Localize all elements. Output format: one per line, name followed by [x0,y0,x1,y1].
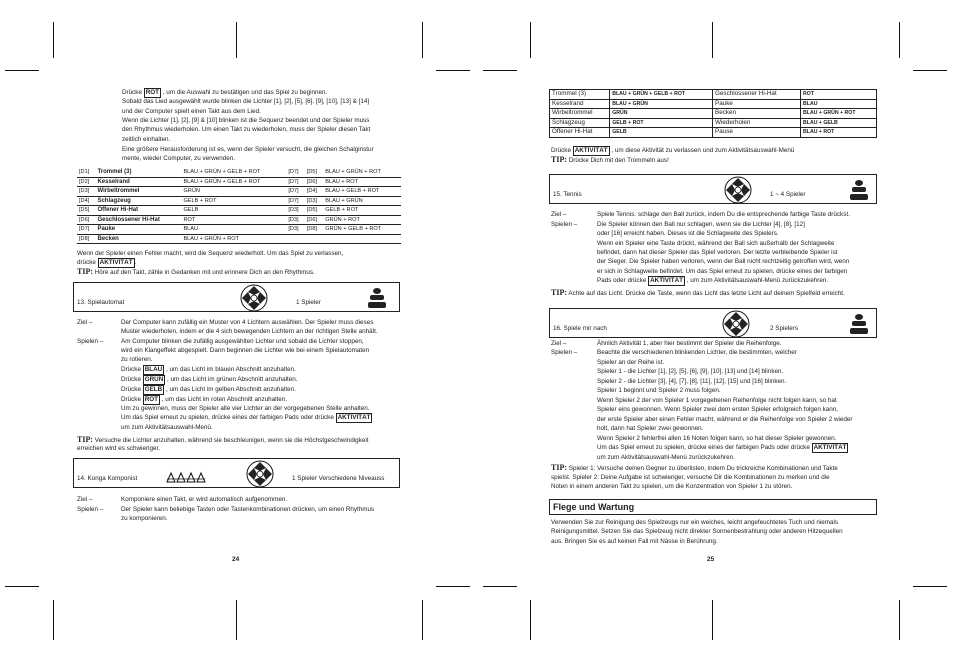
crop-mark [436,586,470,587]
game-text: zu komponieren. [121,515,168,522]
tip-label: TIP: [551,155,567,164]
crop-mark [5,586,39,587]
drum-name: Pauke [713,99,801,109]
game-text: Wenn Spieler 2 fehlerfrei allen 16 Noten folgen kann, so hat dieser Spieler gewonnen. [597,435,837,442]
spielen-label: Spielen – [77,506,104,513]
game-text: Beachte die verschiedenen blinkenden Lichter, die bestimmten, welcher [597,349,797,356]
color-combination: GRÜN + ROT [323,215,401,225]
drum-code: [D1] [77,168,95,177]
game-text: Komponiere einen Takt, er wird automatisch aufgenommen. [121,496,288,503]
game-text: der Sieger. Die Spieler haben verloren, wenn der Ball nicht rechtzeitig getroffen wird, wenn [597,258,850,265]
table-row [77,196,401,206]
code [305,234,323,244]
drum-name: Trommel (3) [95,168,181,177]
drum-name: Pause [713,128,801,138]
care-text: Reinigungsmittel. Setzen Sie das Spielzeug nicht direkter Sonnenbestrahlung oder anderen Hitzequellen [551,528,843,535]
game-text: der erste Spieler aber einen Fehler macht, während er die Reihenfolge von Spieler 2 wieder [597,416,853,423]
key-aktivitaet: AKTIVITÄT [813,444,847,451]
after-table-line: Drücke AKTIVITÄT , um diese Aktivität zu verlassen und zum Aktivitätsauswahl-Menü [551,147,795,154]
drum-name: Schlagzeug [95,196,181,206]
table-row [550,109,877,119]
game-text: Um das Spiel erneut zu spielen, drücke eines der farbigen Pads oder drücke AKTIVITÄT [121,414,371,421]
tip-line: TIP: Höre auf den Takt, zähle in Gedanken mit und erinnere Dich an den Rhythmus. [77,267,315,276]
after-table-line-2: drücke AKTIVITÄT . [77,259,137,266]
game-text: um zum Aktivitätsauswahl-Menü. [121,424,213,431]
crop-mark [913,586,947,587]
drum-code: [D2] [77,177,95,187]
game-text: Spiele Tennis: schlage den Ball zurück, indem Du die entsprechende farbige Taste drückst. [597,211,850,218]
game-16-header [549,308,877,338]
drum-code: [D8] [77,234,95,244]
crop-mark [422,600,423,640]
table-row [550,99,877,109]
key-instruction: Drücke ROT , um das Licht im roten Abschnitt anzuhalten. [121,396,288,403]
players-count: 1 ~ 4 Spieler [770,191,806,199]
game-text: Wenn Spieler 2 der von Spieler 1 vorgegebenen Reihenfolge nicht folgen kann, so hat [597,397,837,404]
drum-name: Wiederholen [713,118,801,128]
game-title: 14. Konga Komponist [77,475,138,483]
care-heading: Flege und Wartung [549,499,877,515]
code: [D7] [286,187,304,197]
care-text: Verwenden Sie zur Reinigung des Spielzeugs nur ein weiches, leicht angefeuchtetes Tuch und niemals [551,519,839,526]
players-count: 1 Spieler [296,299,321,307]
color-combination: BLAU [181,225,286,235]
code: [D3] [286,215,304,225]
key-blau: BLAU [144,366,163,373]
game-text: Spieler an der Reihe ist. [597,359,665,366]
color-combination: GRÜN [610,109,713,119]
tip-text: Noten in einem anderen Takt zu spielen, um die Konzentration von Spieler 1 zu stören. [551,483,793,490]
table-row [77,206,401,216]
drum-name: Becken [95,234,181,244]
level-drums-icon [166,471,206,483]
tip-text: erreichen wird es schwieriger. [77,445,160,452]
drum-code: [D4] [77,196,95,206]
color-combination: BLAU + ROT [323,177,401,187]
color-pad-icon [722,310,750,338]
key-rot: ROT [145,89,159,96]
key-aktivitaet: AKTIVITÄT [99,259,133,266]
intro-line-1: Drücke ROT , um die Auswahl zu bestätigen und das Spiel zu beginnen. [122,89,328,96]
crop-mark [483,70,517,71]
color-combination: BLAU [801,99,877,109]
intro-line: zeitlich einhalten. [122,136,171,143]
game-text: Spieler 1 beginnt und Spieler 2 muss folgen. [597,387,721,394]
color-pad-icon [724,176,752,204]
tip-label: TIP: [77,267,93,276]
game-text: oder [16] erreicht haben. Dieses ist die Schlagweite des Spielers. [597,230,779,237]
code: [D3] [305,196,323,206]
color-combination: GRÜN + GELB + ROT [323,225,401,235]
table-row [550,118,877,128]
code: [D5] [305,168,323,177]
key-gruen: GRÜN [144,376,164,383]
game-text: befindet, dann hat dieser Spieler das Spiel verloren. Der letzte verbleibende Spieler ist [597,249,838,256]
tip-line: TIP: Drücke Dich mit den Trommeln aus! [551,155,669,164]
color-combination: GELB + ROT [181,196,286,206]
ziel-label: Ziel – [551,211,567,218]
drum-name: Pauke [95,225,181,235]
drum-name: Wirbeltrommel [95,187,181,197]
players-count: 2 Spielers [770,325,799,333]
game-text: Der Spieler kann beliebige Tasten oder Tastenkombinationen drücken, um einen Rhythmus [121,506,375,513]
crop-mark [436,70,470,71]
spielen-label: Spielen – [551,221,578,228]
color-combination: GRÜN [181,187,286,197]
game-text: Um zu gewinnen, muss der Spieler alle vier Lichter an der vorgegebenen Stelle anhalten. [121,405,370,412]
game-text: Wenn ein Spieler eine Taste drückt, während der Ball sich außerhalb der Schlagweite [597,240,835,247]
drum-name: Becken [713,109,801,119]
crop-mark [913,70,947,71]
players-count: 1 Spieler Verschiedene Niveauss [292,475,385,483]
drum-code: [D5] [77,206,95,216]
color-pad-icon [246,460,274,488]
crop-mark [5,70,39,71]
code: [D3] [286,206,304,216]
key-instruction: Drücke BLAU , um das Licht im blauen Abschnitt anzuhalten. [121,366,296,373]
crop-mark [530,600,531,640]
game-text: Ähnlich Aktivität 1, aber hier bestimmt der Spieler die Reihenfolge. [597,340,782,347]
drum-code: [D7] [77,225,95,235]
game-text: Spieler eins gewonnen. Wenn Spieler zwei dem ersten Spieler erfolgreich folgen kann, [597,406,839,413]
table-row [77,177,401,187]
color-combination: BLAU + GELB [801,118,877,128]
game-text: Der Computer kann zufällig ein Muster von 4 Lichtern auswählen. Der Spieler muss dieses [121,319,374,326]
code: [D6] [305,215,323,225]
code: [D8] [305,225,323,235]
drum-name: Trommel (3) [550,90,610,100]
game-title: 16. Spiele mir nach [553,325,607,333]
crop-mark [483,586,517,587]
color-combination: GELB + ROT [610,118,713,128]
color-combination: ROT [181,215,286,225]
intro-line: Eine größere Herausforderung ist es, wenn der Spieler versucht, die gleichen Schalginstur [122,146,374,153]
drum-combination-table [549,89,877,138]
intro-line: mente, wieder Computer, zu verwenden. [122,155,236,162]
intro-line: den Rhythmus wiederholen. Um einen Takt zu wiederholen, muss der Spieler diesen Takt [122,126,371,133]
color-combination: BLAU + ROT [801,128,877,138]
code: [D5] [305,206,323,216]
key-instruction: Drücke GELB , um das Licht im gelben Abschnitt anzuhalten. [121,386,296,393]
tip-label: TIP: [551,288,567,297]
key-aktivitaet: AKTIVITÄT [574,147,608,154]
drum-name: Kesselrand [95,177,181,187]
player-figure-icon [367,286,387,310]
table-row [77,215,401,225]
game-15-header [549,174,877,204]
color-combination [323,234,401,244]
drum-name: Kesselrand [550,99,610,109]
game-text: Spieler 2 - die Lichter [3], [4], [7], [8], [11], [12], [15] und [16] blinken. [597,378,787,385]
crop-mark [422,22,423,58]
player-figure-icon [849,178,869,202]
game-title: 15. Tennis [553,191,582,199]
tip-label: TIP: [77,435,93,444]
crop-mark [53,22,54,58]
drum-name: Offener Hi-Hat [550,128,610,138]
code: [D7] [286,168,304,177]
care-text: aus. Bringen Sie es auf keinen Fall mit Nässe in Berührung. [551,538,718,545]
crop-mark [530,22,531,58]
player-figure-icon [849,312,869,336]
game-13-header [73,282,400,312]
table-row [77,225,401,235]
intro-line: Wenn die Lichter [1], [2], [9] & [10] blinken ist die Sequenz beendet und der Spieler muss [122,117,370,124]
code: [D4] [305,187,323,197]
code: [D6] [305,177,323,187]
drum-name: Wirbeltrommel [550,109,610,119]
code: [D7] [286,196,304,206]
code [286,234,304,244]
color-combination: BLAU + GRÜN [610,99,713,109]
game-text: um zum Aktivitätsauswahl-Menü zurückzukehren. [597,454,735,461]
drum-name: Geschlossener Hi-Hat [713,90,801,100]
color-pad-icon [240,284,268,312]
key-rot: ROT [144,396,158,403]
key-gelb: GELB [144,386,163,393]
spielen-label: Spielen – [551,349,578,356]
ziel-label: Ziel – [551,340,567,347]
game-14-header [73,458,400,488]
key-aktivitaet: AKTIVITÄT [650,277,683,284]
crop-mark [899,600,900,640]
drum-combination-table [77,168,401,244]
drum-name: Geschlossener Hi-Hat [95,215,181,225]
ziel-label: Ziel – [77,319,93,326]
game-text: Muster wiederholen, indem er die 4 sich bewegenden Lichtern an der richtigen Stelle anhält. [121,328,378,335]
color-combination: BLAU + GRÜN + ROT [181,234,286,244]
table-row [77,168,401,177]
tip-line: TIP: Versuche die Lichter anzuhalten, während sie beschleunigen, wenn sie die Höchstgeschwindigkeit [77,435,369,444]
intro-line: und der Computer spielt einen Takt aus dem Lied. [122,108,261,115]
drum-code: [D3] [77,187,95,197]
crop-mark [53,600,54,640]
after-table-line: Wenn der Spieler einen Fehler macht, wird die Sequenz wiederholt. Um das Spiel zu verlassen, [77,250,344,257]
color-combination: BLAU + GRÜN + GELB + ROT [181,168,286,177]
game-title: 13. Spielautomat [77,299,125,307]
code: [D3] [286,225,304,235]
drum-code: [D6] [77,215,95,225]
table-row [77,187,401,197]
color-combination: BLAU + GRÜN [323,196,401,206]
left-page [77,0,401,661]
game-text: Um das Spiel erneut zu spielen, drücke eines der farbigen Pads oder drücke AKTIVITÄT [597,444,847,451]
page-number: 24 [232,556,240,563]
table-row [550,128,877,138]
game-text: wird ein Klangeffekt abgespielt. Dann beginnen die Lichter wie bei einem Spielautomaten [121,347,370,354]
crop-mark [899,22,900,58]
intro-line: Sobald das Lied ausgewählt wurde blinken die Lichter [1], [2], [5], [6], [9], [10], [13] & [14] [122,98,370,105]
game-text: Am Computer blinken die zufällig ausgewählten Lichter und sobald die Lichter stoppen, [121,338,364,345]
game-text: zu rotieren. [121,356,153,363]
tip-label: TIP: [551,463,567,472]
color-combination: ROT [801,90,877,100]
code: [D7] [286,177,304,187]
ziel-label: Ziel – [77,496,93,503]
game-text: holt, dann hat Spieler zwei gewonnen. [597,425,704,432]
game-text: Spieler 1 - die Lichter [1], [2], [5], [6], [9], [10], [13] und [14] blinken. [597,368,784,375]
color-combination: BLAU + GRÜN + GELB + ROT [181,177,286,187]
color-combination: GELB + ROT [323,206,401,216]
key-aktivitaet: AKTIVITÄT [337,414,371,421]
table-row [77,234,401,244]
color-combination: GELB [181,206,286,216]
game-text: er sich in Schlagweite befindet. Um das Spiel erneut zu spielen, drücke eines der farbigen [597,268,848,275]
color-combination: BLAU + GELB + ROT [323,187,401,197]
page-number: 25 [707,556,715,563]
drum-name: Offener Hi-Hat [95,206,181,216]
color-combination: GELB [610,128,713,138]
table-row [550,90,877,100]
game-text: Pads oder drücke AKTIVITÄT , um zum Aktivitätsauswahl-Menü zurückzukehren. [597,277,829,284]
drum-name: Schlagzeug [550,118,610,128]
color-combination: BLAU + GRÜN + ROT [323,168,401,177]
tip-text: spielst. Spieler 2: Deine Aufgabe ist schwieriger, versuche Dir die Kombinationen zu merken und die [551,474,830,481]
color-combination: BLAU + GRÜN + ROT [801,109,877,119]
key-instruction: Drücke GRÜN , um das Licht im grünen Abschnitt anzuhalten. [121,376,298,383]
tip-line: TIP: Achte auf das Licht. Drücke die Taste, wenn das Licht das letzte Licht auf deinem Spielfeld erreicht. [551,288,845,297]
right-page [549,0,877,661]
spielen-label: Spielen – [77,338,104,345]
game-text: Die Spieler können den Ball nur schlagen, wenn sie die Lichter [4], [8], [12] [597,221,805,228]
tip-line: TIP: Spieler 1: Versuche deinen Gegner zu überlisten, indem Du trickreiche Kombinationen und Takte [551,463,838,472]
color-combination: BLAU + GRÜN + GELB + ROT [610,90,713,100]
